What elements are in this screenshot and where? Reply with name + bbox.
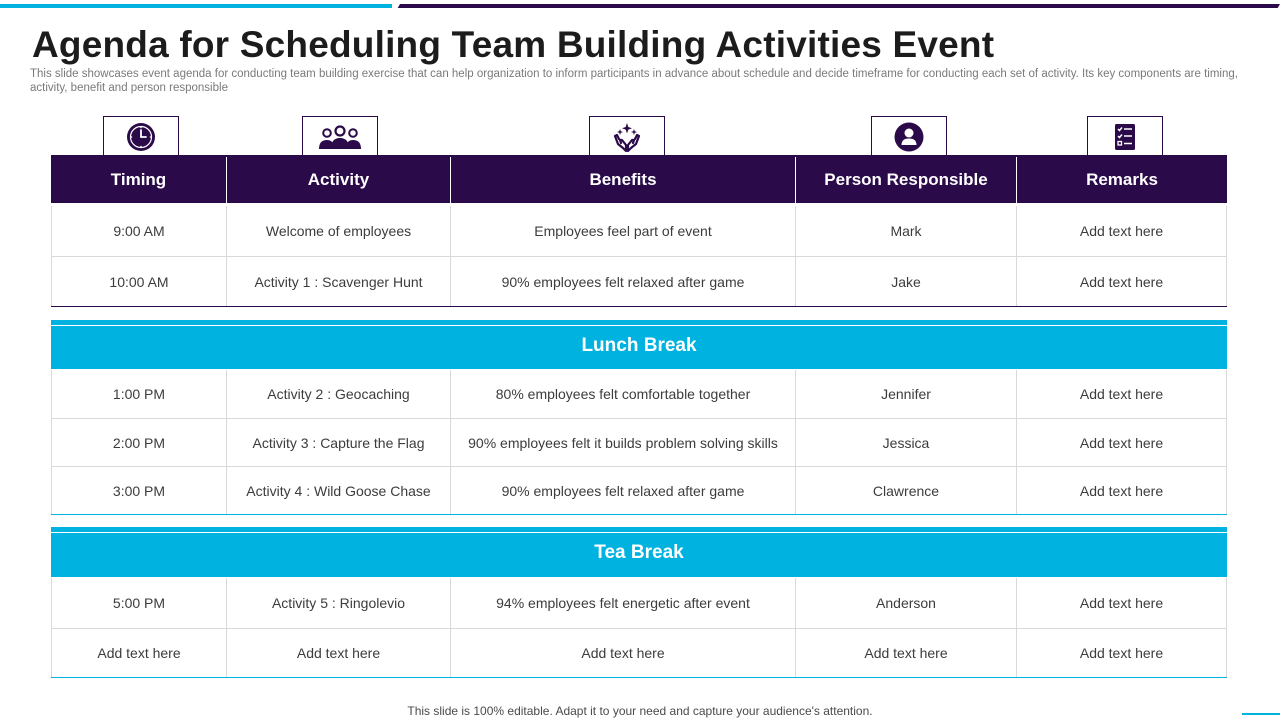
- remarks-icon-box: [1087, 116, 1163, 156]
- block-divider: [51, 514, 1227, 515]
- cell-benefits: 90% employees felt relaxed after game: [450, 257, 795, 307]
- tea-break-accent-bottom: [51, 572, 1227, 577]
- header-timing: Timing: [110, 170, 167, 189]
- cell-remarks: Add text here: [1016, 257, 1227, 307]
- activity-icon-box: [302, 116, 378, 156]
- table-row: [51, 206, 1227, 256]
- cell-remarks: Add text here: [1016, 419, 1227, 466]
- header-underline: [51, 203, 1227, 205]
- header-remarks: Remarks: [1016, 157, 1227, 203]
- timing-icon-box: [103, 116, 179, 156]
- cell-person: Clawrence: [795, 467, 1016, 514]
- cell-remarks: Add text here: [1016, 629, 1227, 677]
- cell-timing: 5:00 PM: [51, 578, 226, 628]
- checklist-icon: [1110, 122, 1140, 152]
- cell-person: Jennifer: [795, 370, 1016, 418]
- table-row: [51, 629, 1227, 677]
- cell-benefits: Add text here: [450, 629, 795, 677]
- table-row: [51, 419, 1227, 466]
- cell-remarks: Add text here: [1016, 467, 1227, 514]
- cell-benefits: 90% employees felt relaxed after game: [450, 467, 795, 514]
- table-row: [51, 578, 1227, 628]
- cell-remarks: Add text here: [1016, 578, 1227, 628]
- cell-timing: Add text here: [51, 629, 226, 677]
- lunch-break-bar: Lunch Break: [51, 326, 1227, 366]
- cell-person: Add text here: [795, 629, 1016, 677]
- cell-activity: Welcome of employees: [226, 206, 450, 256]
- cell-person: Jake: [795, 257, 1016, 307]
- header-benefits: Benefits: [450, 157, 795, 203]
- cell-person: Anderson: [795, 578, 1016, 628]
- lunch-break-accent: [51, 320, 1227, 325]
- person-icon-box: [871, 116, 947, 156]
- hands-sparkle-icon: [612, 122, 642, 152]
- cell-activity: Activity 5 : Ringolevio: [226, 578, 450, 628]
- cell-timing: 1:00 PM: [51, 370, 226, 418]
- cell-person: Jessica: [795, 419, 1016, 466]
- table-row: [51, 370, 1227, 418]
- cell-benefits: Employees feel part of event: [450, 206, 795, 256]
- cell-person: Mark: [795, 206, 1016, 256]
- team-icon: [315, 122, 365, 152]
- cell-timing: 3:00 PM: [51, 467, 226, 514]
- page-title: Agenda for Scheduling Team Building Activities Event: [32, 24, 995, 65]
- cell-timing: 2:00 PM: [51, 419, 226, 466]
- header-activity: Activity: [226, 157, 450, 203]
- cell-activity: Activity 1 : Scavenger Hunt: [226, 257, 450, 307]
- clock-icon: [126, 122, 156, 152]
- cell-activity: Activity 3 : Capture the Flag: [226, 419, 450, 466]
- table-row: [51, 257, 1227, 307]
- person-icon: [894, 122, 924, 152]
- cell-timing: 10:00 AM: [51, 257, 226, 307]
- block-divider: [51, 306, 1227, 307]
- lunch-break-accent-bottom: [51, 365, 1227, 369]
- table-row: [51, 467, 1227, 514]
- benefits-icon-box: [589, 116, 665, 156]
- cell-remarks: Add text here: [1016, 370, 1227, 418]
- cell-activity: Activity 4 : Wild Goose Chase: [226, 467, 450, 514]
- cell-benefits: 80% employees felt comfortable together: [450, 370, 795, 418]
- cell-remarks: Add text here: [1016, 206, 1227, 256]
- top-accent-bar-cyan: [0, 4, 392, 8]
- cell-activity: Add text here: [226, 629, 450, 677]
- tea-break-accent: [51, 527, 1227, 532]
- table-header: [51, 155, 1227, 205]
- cell-benefits: 90% employees felt it builds problem solving skills: [450, 419, 795, 466]
- footer-note: This slide is 100% editable. Adapt it to your need and capture your audience's attention.: [407, 704, 873, 718]
- cell-benefits: 94% employees felt energetic after event: [450, 578, 795, 628]
- tea-break-bar: Tea Break: [51, 533, 1227, 573]
- top-accent-bar-purple: [398, 4, 1280, 8]
- page-subtitle: This slide showcases event agenda for conducting team building exercise that can help organization to inform participants in advance about schedule and decide timeframe for conducting each set of activity. Its key components are timing, activity, benefit and person responsible: [30, 68, 1238, 94]
- cell-activity: Activity 2 : Geocaching: [226, 370, 450, 418]
- corner-accent: [1242, 713, 1280, 715]
- header-person-responsible: Person Responsible: [795, 157, 1016, 203]
- cell-timing: 9:00 AM: [51, 206, 226, 256]
- table-bottom-border: [51, 677, 1227, 678]
